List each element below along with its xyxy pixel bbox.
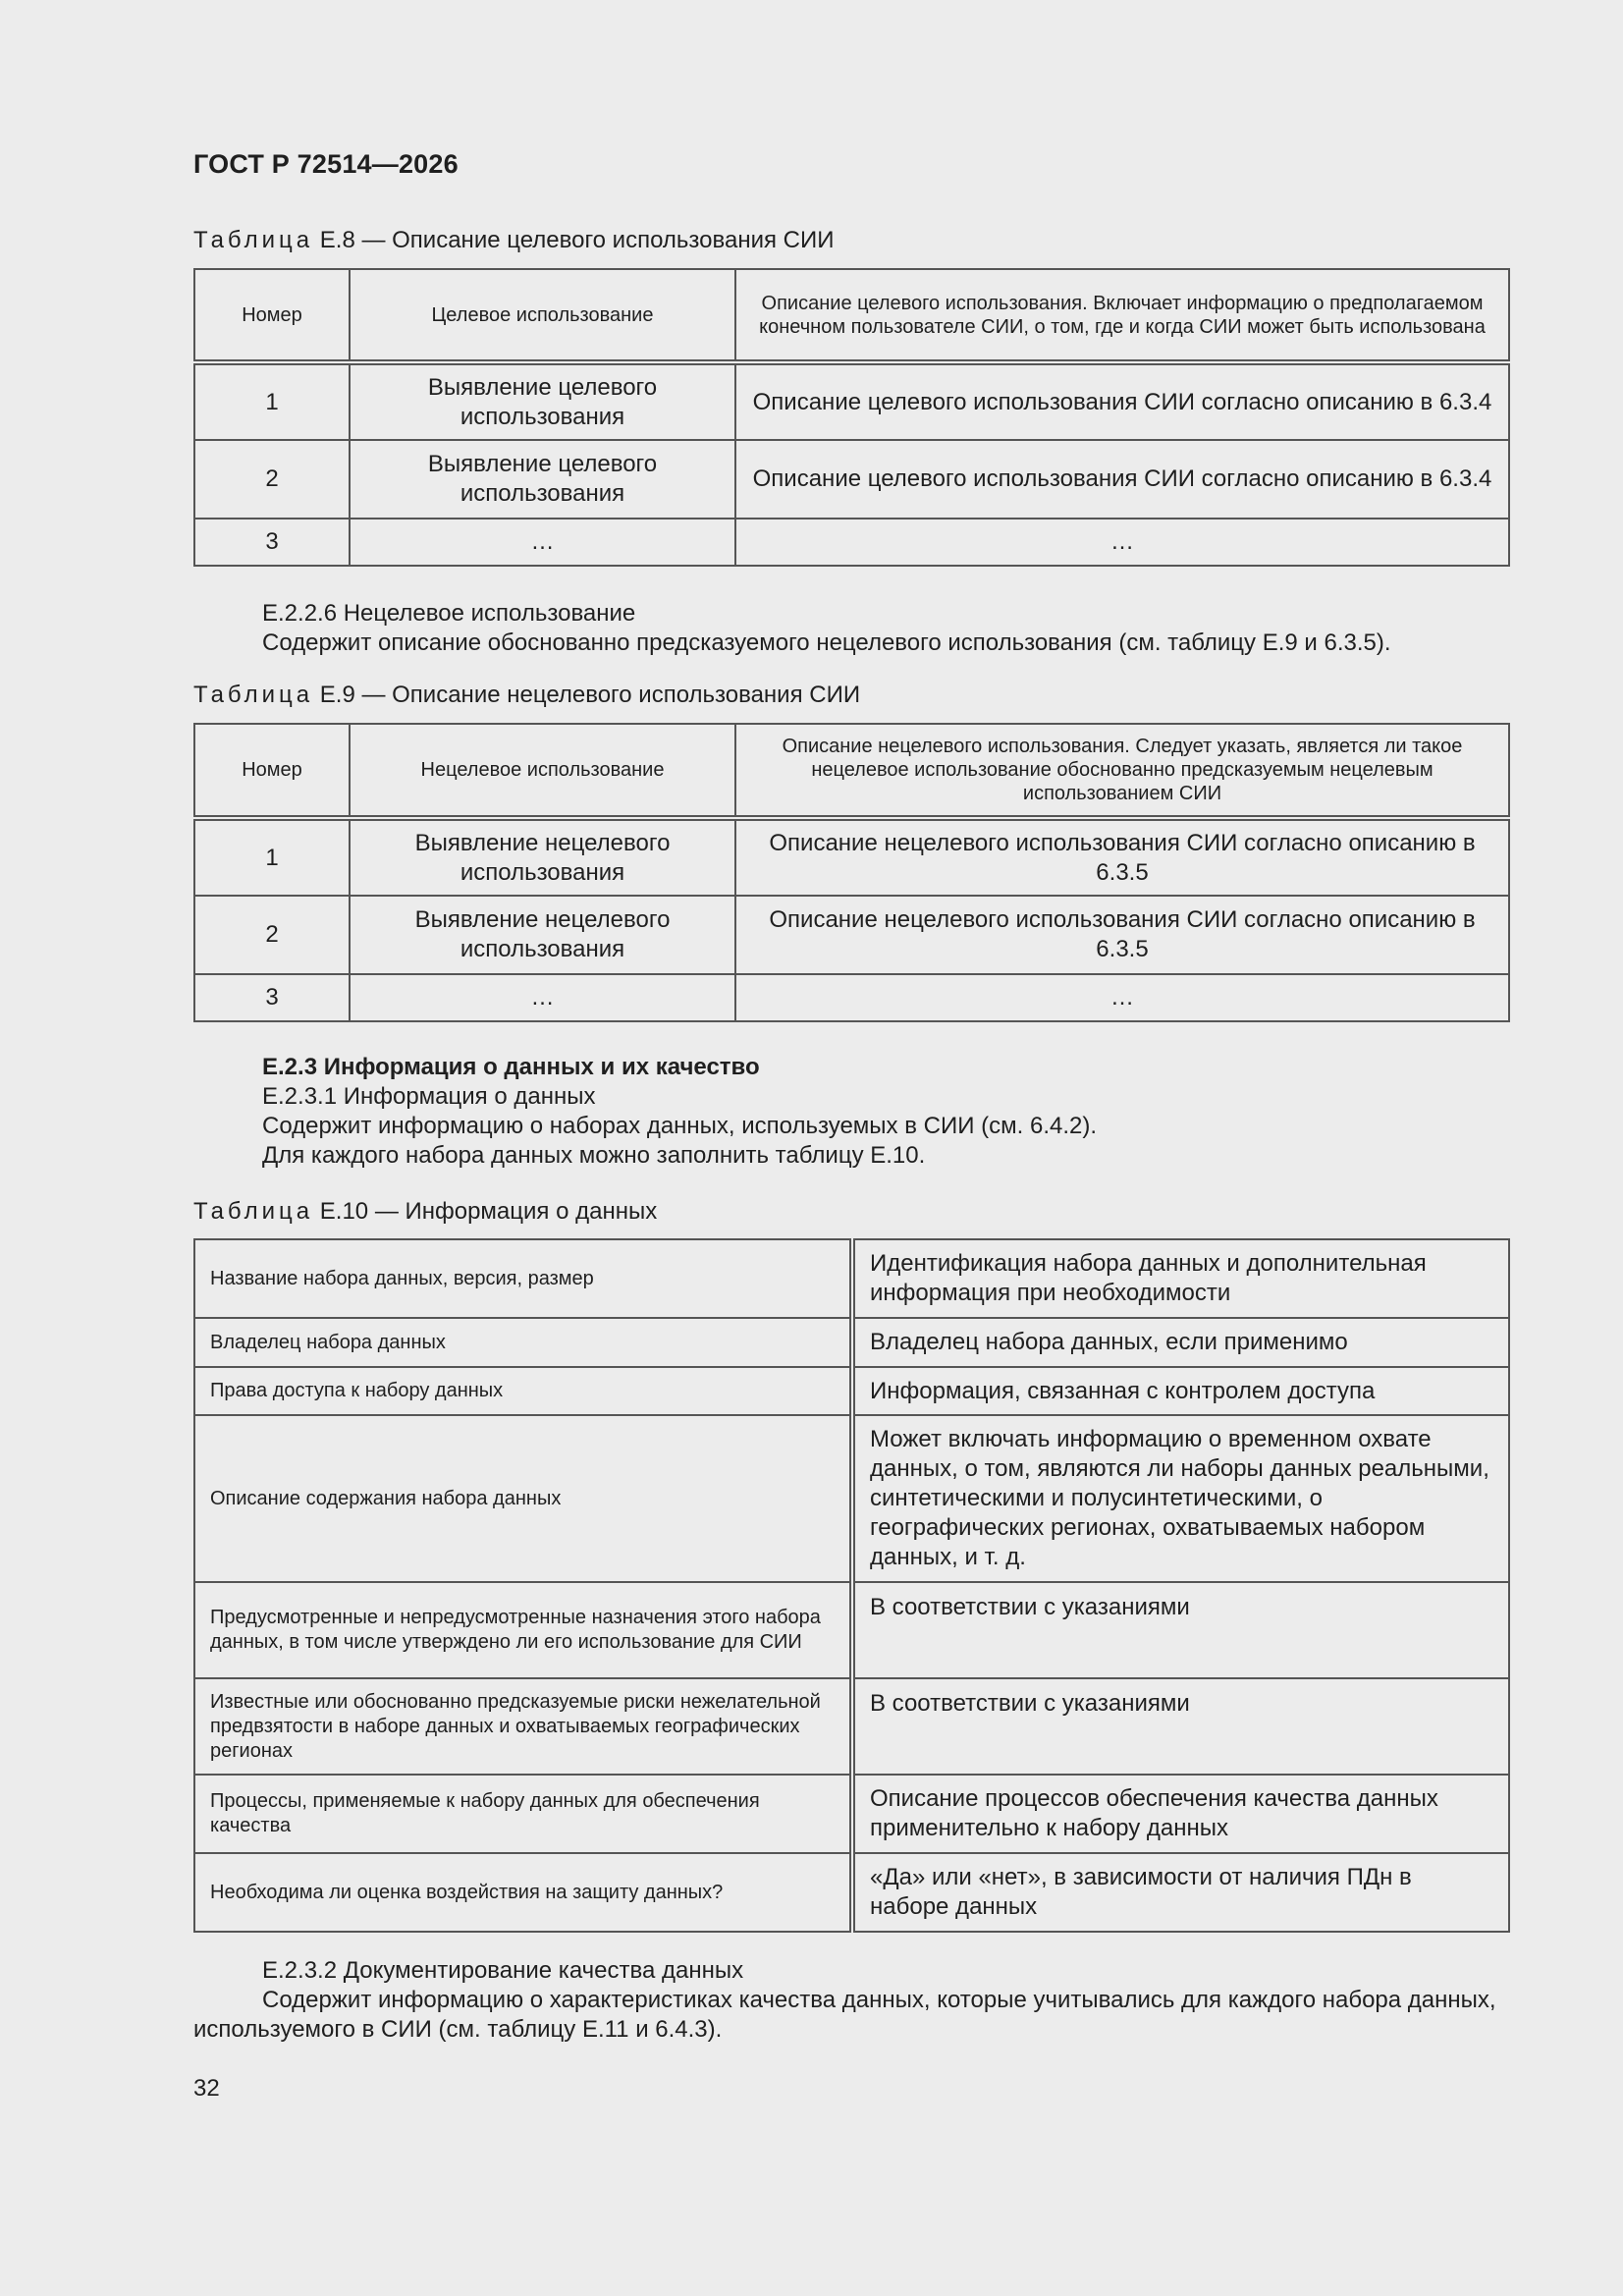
table-row: [194, 1678, 1509, 1775]
table-cell: Владелец набора данных: [194, 1318, 852, 1367]
section-e232: [193, 1956, 1509, 2045]
table-cell: Необходима ли оценка воздействия на защиту данных?: [194, 1853, 852, 1932]
subsection-title: Е.2.3.1 Информация о данных: [262, 1083, 596, 1110]
table-cell: Предусмотренные и непредусмотренные назначения этого набора данных, в том числе утверждено ли его использование для СИИ: [194, 1582, 852, 1678]
table-cell: Описание целевого использования СИИ согласно описанию в 6.3.4: [735, 362, 1509, 440]
table-cell: 3: [194, 974, 350, 1021]
table-e8-caption: [193, 227, 834, 254]
table-row: [194, 1367, 1509, 1415]
table-header-row: [194, 269, 1509, 362]
table-row: [194, 818, 1509, 896]
table-row: [194, 1582, 1509, 1678]
section-title: Е.2.3 Информация о данных и их качество: [262, 1054, 760, 1080]
table-e9-caption: [193, 682, 860, 709]
table-cell: Описание процессов обеспечения качества данных применительно к набору данных: [852, 1775, 1509, 1853]
table-cell: Выявление нецелевого использования: [350, 818, 735, 896]
table-row: [194, 1415, 1509, 1582]
caption-text: Е.8 — Описание целевого использования СИИ: [319, 227, 835, 253]
table-cell: …: [735, 519, 1509, 566]
table-cell: 2: [194, 896, 350, 974]
table-cell: В соответствии с указаниями: [852, 1678, 1509, 1775]
section-body: Содержит информацию о характеристиках качества данных, которые учитывались для каждого набора данных, используемого в СИИ (см. таблицу Е.11 и 6.4.3).: [193, 1987, 1496, 2043]
table-row: [194, 974, 1509, 1021]
table-cell: 1: [194, 362, 350, 440]
table-cell: Идентификация набора данных и дополнительная информация при необходимости: [852, 1239, 1509, 1318]
table-cell: …: [735, 974, 1509, 1021]
header-cell: Номер: [194, 269, 350, 362]
section-line: Для каждого набора данных можно заполнить таблицу Е.10.: [262, 1142, 926, 1169]
table-cell: В соответствии с указаниями: [852, 1582, 1509, 1678]
table-e10: [193, 1238, 1510, 1933]
table-cell: Процессы, применяемые к набору данных для обеспечения качества: [194, 1775, 852, 1853]
table-cell: Описание содержания набора данных: [194, 1415, 852, 1582]
table-row: [194, 896, 1509, 974]
table-cell: Выявление нецелевого использования: [350, 896, 735, 974]
table-cell: Владелец набора данных, если применимо: [852, 1318, 1509, 1367]
table-cell: Информация, связанная с контролем доступа: [852, 1367, 1509, 1415]
section-title: Е.2.3.2 Документирование качества данных: [262, 1957, 744, 1984]
table-row: [194, 1239, 1509, 1318]
table-cell: Описание нецелевого использования СИИ согласно описанию в 6.3.5: [735, 896, 1509, 974]
caption-label: Таблица: [193, 682, 314, 708]
table-header-row: [194, 724, 1509, 818]
section-e226: [193, 599, 1509, 658]
table-row: [194, 440, 1509, 519]
table-row: [194, 1318, 1509, 1367]
table-cell: …: [350, 974, 735, 1021]
table-row: [194, 362, 1509, 440]
table-cell: Выявление целевого использования: [350, 362, 735, 440]
caption-text: Е.10 — Информация о данных: [319, 1198, 658, 1225]
standard-header: ГОСТ Р 72514—2026: [193, 149, 459, 179]
table-cell: 2: [194, 440, 350, 519]
caption-label: Таблица: [193, 1198, 314, 1225]
table-e9: [193, 723, 1510, 1022]
table-cell: Описание нецелевого использования СИИ согласно описанию в 6.3.5: [735, 818, 1509, 896]
table-e8: [193, 268, 1510, 567]
table-cell: 3: [194, 519, 350, 566]
table-cell: Может включать информацию о временном охвате данных, о том, являются ли наборы данных реальными, синтетическими и полусинтетическими, о географических регионах, охватываемых набором данных, и т. д.: [852, 1415, 1509, 1582]
table-cell: Название набора данных, версия, размер: [194, 1239, 852, 1318]
caption-label: Таблица: [193, 227, 314, 253]
table-cell: …: [350, 519, 735, 566]
section-title: Е.2.2.6 Нецелевое использование: [262, 600, 636, 627]
table-cell: Известные или обоснованно предсказуемые риски нежелательной предвзятости в наборе данных и охватываемых географических регионах: [194, 1678, 852, 1775]
table-cell: Права доступа к набору данных: [194, 1367, 852, 1415]
table-row: [194, 519, 1509, 566]
table-cell: 1: [194, 818, 350, 896]
table-row: [194, 1775, 1509, 1853]
table-e10-caption: [193, 1198, 657, 1226]
header-cell: Нецелевое использование: [350, 724, 735, 818]
table-cell: Описание целевого использования СИИ согласно описанию в 6.3.4: [735, 440, 1509, 519]
header-cell: Описание нецелевого использования. Следует указать, является ли такое нецелевое использование обоснованно предсказуемым нецелевым использованием СИИ: [735, 724, 1509, 818]
header-cell: Целевое использование: [350, 269, 735, 362]
table-cell: «Да» или «нет», в зависимости от наличия ПДн в наборе данных: [852, 1853, 1509, 1932]
section-line: Содержит информацию о наборах данных, используемых в СИИ (см. 6.4.2).: [262, 1113, 1098, 1139]
table-cell: Выявление целевого использования: [350, 440, 735, 519]
table-row: [194, 1853, 1509, 1932]
header-cell: Номер: [194, 724, 350, 818]
section-e23: [193, 1053, 1509, 1171]
caption-text: Е.9 — Описание нецелевого использования СИИ: [319, 682, 861, 708]
page-number: 32: [193, 2075, 220, 2102]
section-body: Содержит описание обоснованно предсказуемого нецелевого использования (см. таблицу Е.9 и 6.3.5).: [262, 629, 1391, 656]
header-cell: Описание целевого использования. Включает информацию о предполагаемом конечном пользователе СИИ, о том, где и когда СИИ может быть использована: [735, 269, 1509, 362]
